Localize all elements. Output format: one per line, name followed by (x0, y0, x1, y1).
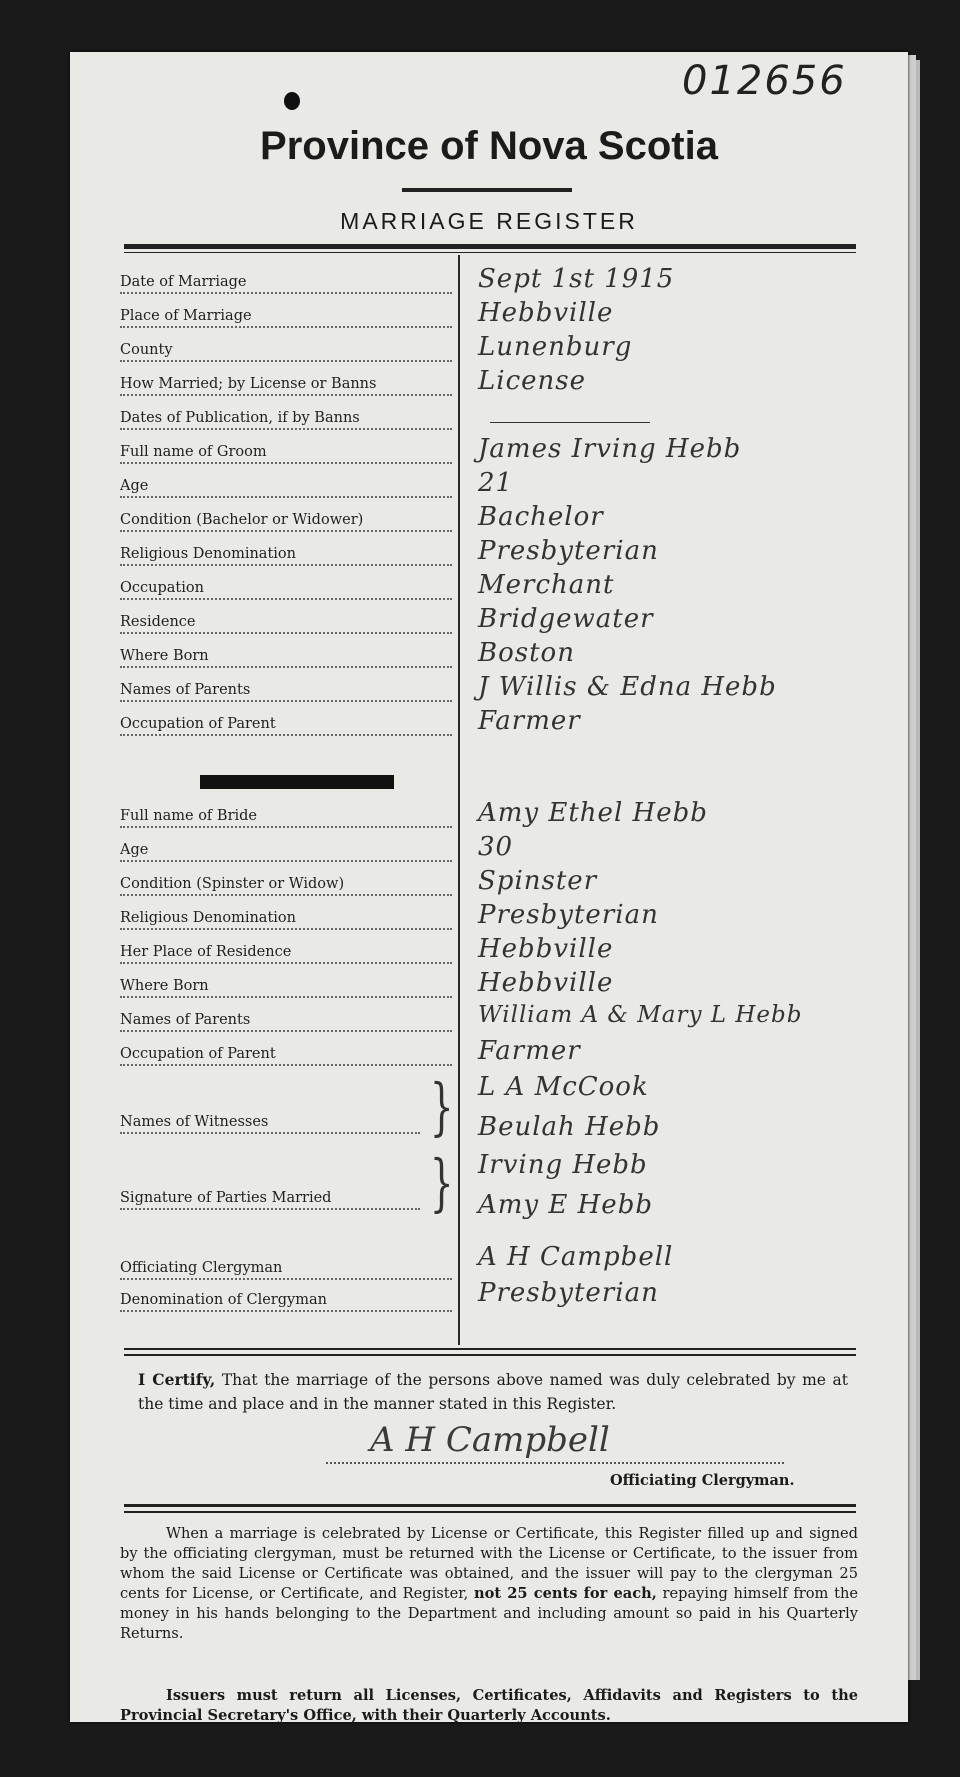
field-bride-religion (120, 910, 452, 936)
value-place-of-marriage: Hebbville (478, 298, 614, 328)
field-label: Religious Denomination (120, 910, 296, 926)
field-label: Denomination of Clergyman (120, 1292, 327, 1308)
field-groom-birthplace (120, 648, 452, 674)
field-place-of-marriage (120, 308, 452, 334)
value-signature-groom: Irving Hebb (478, 1150, 648, 1180)
witnesses-brace: } (429, 1070, 454, 1143)
field-bride-condition (120, 876, 452, 902)
instructions-notice (120, 1524, 858, 1644)
value-groom-occupation: Merchant (478, 570, 615, 600)
field-groom-residence (120, 614, 452, 640)
field-dates-of-publication (120, 410, 452, 436)
field-bride-parent-occupation (120, 1046, 452, 1072)
value-bride-name: Amy Ethel Hebb (478, 798, 708, 828)
register-number: 012656 (682, 58, 847, 104)
signature-line (326, 1462, 784, 1464)
notice-rule-top-2 (124, 1511, 856, 1513)
value-bride-parents: William A & Mary L Hebb (478, 1002, 803, 1028)
field-officiating-clergyman (120, 1260, 452, 1286)
value-witness-1: L A McCook (478, 1072, 649, 1102)
field-bride-age (120, 842, 452, 868)
field-label: Full name of Groom (120, 444, 267, 460)
field-label: How Married; by License or Banns (120, 376, 377, 392)
field-label: Names of Parents (120, 1012, 251, 1028)
certify-text: That the marriage of the persons above named was duly celebrated by me at the time and place and in the manner stated in this Register. (138, 1371, 848, 1413)
certify-statement (138, 1368, 848, 1416)
field-label: Condition (Spinster or Widow) (120, 876, 345, 892)
field-label: Occupation (120, 580, 204, 596)
blank-dash (490, 422, 650, 423)
value-groom-parents: J Willis & Edna Hebb (478, 672, 777, 702)
value-witness-2: Beulah Hebb (478, 1112, 661, 1142)
certify-lead: I Certify, (138, 1370, 216, 1389)
field-label: Officiating Clergyman (120, 1260, 283, 1276)
value-how-married: License (478, 366, 587, 396)
field-witnesses (120, 1114, 420, 1140)
notice-text-2: repaying himself from the money in his hands belonging to the Department and including amount so paid in his Quarterly Returns. (120, 1585, 858, 1642)
field-groom-religion (120, 546, 452, 572)
notice-text-bold: not 25 cents for each, (474, 1585, 657, 1602)
notice-rule-top (124, 1504, 856, 1507)
certify-rule-top-2 (124, 1354, 856, 1356)
field-label: Full name of Bride (120, 808, 257, 824)
value-groom-religion: Presbyterian (478, 536, 659, 566)
field-date-of-marriage (120, 274, 452, 300)
signature-caption: Officiating Clergyman. (610, 1472, 795, 1489)
field-label: Signature of Parties Married (120, 1190, 332, 1206)
field-clergyman-denomination (120, 1292, 452, 1318)
top-rule-thin (124, 252, 856, 253)
field-label: Date of Marriage (120, 274, 247, 290)
value-bride-age: 30 (478, 832, 514, 862)
value-bride-parent-occupation: Farmer (478, 1036, 581, 1066)
field-groom-age (120, 478, 452, 504)
field-signatures (120, 1190, 420, 1216)
field-how-married (120, 376, 452, 402)
register-form (70, 52, 908, 1722)
section-separator-bar (200, 775, 394, 789)
field-groom-parents (120, 682, 452, 708)
value-groom-parent-occupation: Farmer (478, 706, 581, 736)
field-groom-condition (120, 512, 452, 538)
field-label: Where Born (120, 978, 209, 994)
certify-rule-top (124, 1348, 856, 1350)
field-label: Occupation of Parent (120, 716, 276, 732)
field-label: Age (120, 842, 149, 858)
field-bride-residence (120, 944, 452, 970)
field-label: Names of Parents (120, 682, 251, 698)
clergyman-signature: A H Campbell (370, 1420, 610, 1460)
field-label: Names of Witnesses (120, 1114, 269, 1130)
value-groom-name: James Irving Hebb (478, 434, 742, 464)
field-label: Her Place of Residence (120, 944, 292, 960)
value-clergyman-denomination: Presbyterian (478, 1278, 659, 1308)
value-groom-age: 21 (478, 468, 514, 498)
value-date-of-marriage: Sept 1st 1915 (478, 264, 675, 294)
field-groom-parent-occupation (120, 716, 452, 742)
field-label: Condition (Bachelor or Widower) (120, 512, 364, 528)
field-label: Age (120, 478, 149, 494)
field-label: Dates of Publication, if by Banns (120, 410, 360, 426)
top-rule (124, 244, 856, 249)
value-officiating-clergyman: A H Campbell (478, 1242, 674, 1272)
value-bride-condition: Spinster (478, 866, 598, 896)
value-county: Lunenburg (478, 332, 633, 362)
signatures-brace: } (429, 1146, 454, 1219)
field-county (120, 342, 452, 368)
page-subtitle: MARRIAGE REGISTER (340, 208, 638, 234)
field-label: Residence (120, 614, 196, 630)
field-bride-name (120, 808, 452, 834)
field-label: Religious Denomination (120, 546, 296, 562)
notice-text-1: When a marriage is celebrated by License or Certificate, this Register filled up and signed by the officiating clergyman, must be returned with the License or Certificate, to the issuer from whom the said License or Certificate was obtained, and the issuer will pay to the clergyman 25 cents for License, or Certificate, and Register, (120, 1525, 858, 1602)
field-label: County (120, 342, 173, 358)
field-bride-birthplace (120, 978, 452, 1004)
column-divider (458, 255, 460, 1345)
value-bride-birthplace: Hebbville (478, 968, 614, 998)
page-title: Province of Nova Scotia (260, 124, 718, 168)
issuers-notice: Issuers must return all Licenses, Certificates, Affidavits and Registers to the Provincial Secretary's Office, with their Quarterly Accounts. (120, 1687, 858, 1724)
value-bride-residence: Hebbville (478, 934, 614, 964)
field-bride-parents (120, 1012, 452, 1038)
punch-hole (284, 92, 300, 110)
field-label: Occupation of Parent (120, 1046, 276, 1062)
value-bride-religion: Presbyterian (478, 900, 659, 930)
field-groom-name (120, 444, 452, 470)
field-label: Where Born (120, 648, 209, 664)
field-groom-occupation (120, 580, 452, 606)
value-groom-condition: Bachelor (478, 502, 604, 532)
title-rule (402, 188, 572, 192)
field-label: Place of Marriage (120, 308, 252, 324)
value-signature-bride: Amy E Hebb (478, 1190, 653, 1220)
value-groom-birthplace: Boston (478, 638, 575, 668)
value-groom-residence: Bridgewater (478, 604, 654, 634)
